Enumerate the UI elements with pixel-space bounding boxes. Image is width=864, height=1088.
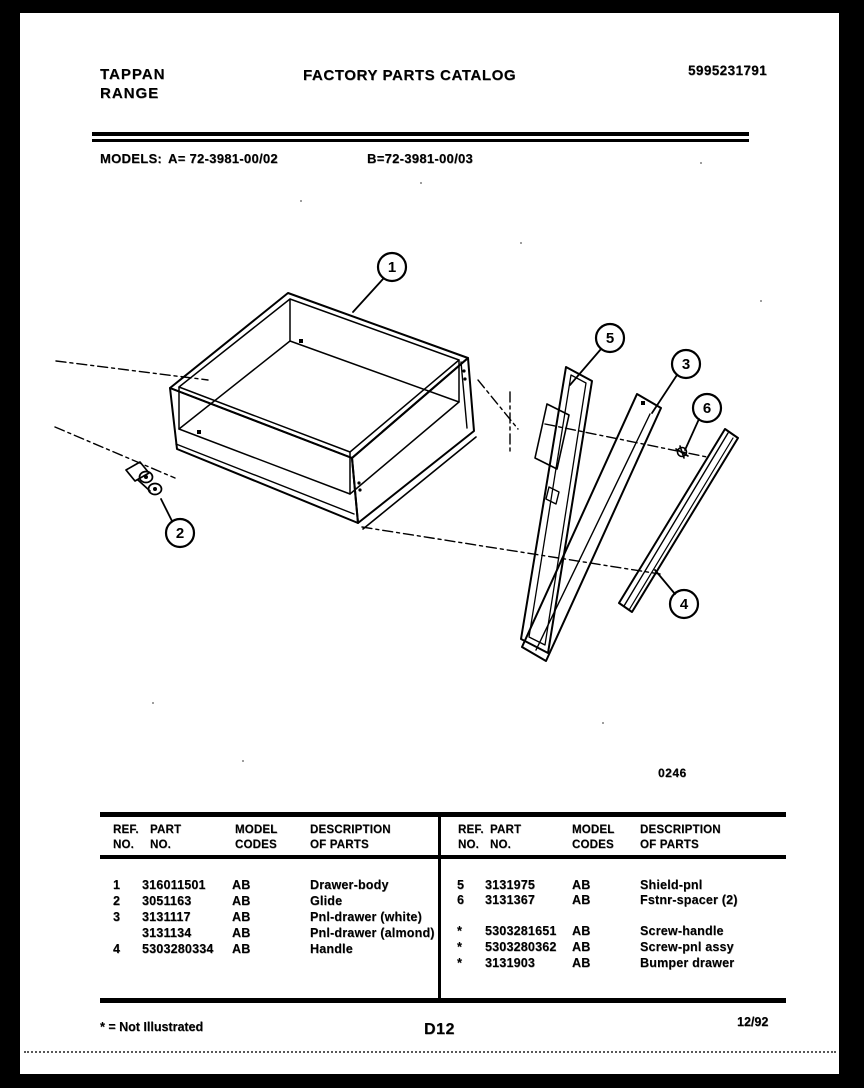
scan-noise — [602, 722, 604, 724]
ref-no: 4 — [113, 942, 121, 956]
scan-noise — [760, 300, 762, 302]
not-illustrated-note: * = Not Illustrated — [100, 1020, 204, 1034]
date-code: 12/92 — [737, 1015, 769, 1029]
figure-code: 0246 — [658, 766, 687, 780]
shield-panel-art — [521, 367, 592, 653]
brand-name: TAPPAN — [100, 66, 166, 83]
col-header-part: PART — [150, 824, 182, 836]
callout-4-label: 4 — [679, 596, 689, 613]
callout-2 — [166, 519, 194, 547]
part-no: 3131975 — [485, 878, 536, 892]
ref-no: 2 — [113, 894, 121, 908]
model-codes: AB — [572, 893, 591, 907]
model-codes: AB — [232, 942, 251, 956]
model-a: A= 72-3981-00/02 — [168, 151, 278, 166]
col-header-desc2: OF PARTS — [640, 839, 699, 851]
model-codes: AB — [232, 894, 251, 908]
description: Pnl-drawer (white) — [310, 910, 422, 924]
part-no: 3131367 — [485, 893, 536, 907]
ref-no: * — [457, 924, 463, 938]
description: Bumper drawer — [640, 956, 735, 970]
callout-5 — [596, 324, 624, 352]
description: Shield-pnl — [640, 878, 703, 892]
table-row — [100, 940, 786, 956]
part-no: 5303280334 — [142, 942, 214, 956]
scan-noise — [700, 162, 702, 164]
callout-4 — [670, 590, 698, 618]
callout-1 — [378, 253, 406, 281]
callout-3 — [672, 350, 700, 378]
col-header-part: PART — [490, 824, 522, 836]
col-header-ref2: NO. — [458, 839, 480, 851]
ref-no: * — [457, 956, 463, 970]
description: Screw-pnl assy — [640, 940, 734, 954]
scan-noise — [420, 182, 422, 184]
description: Handle — [310, 942, 353, 956]
models-label: MODELS: — [100, 151, 163, 166]
ref-no: * — [457, 940, 463, 954]
page-id: D12 — [424, 1021, 455, 1038]
part-no: 3131117 — [142, 910, 191, 924]
part-no: 3131134 — [142, 926, 192, 940]
callout-1-label: 1 — [387, 259, 397, 276]
description: Drawer-body — [310, 878, 389, 892]
brand-product-line: RANGE — [100, 85, 160, 102]
table-row — [100, 924, 786, 940]
part-no: 5303280362 — [485, 940, 557, 954]
table-header-divider — [100, 855, 786, 859]
model-codes: AB — [232, 910, 251, 924]
page-title: FACTORY PARTS CATALOG — [303, 67, 517, 84]
part-no: 3051163 — [142, 894, 192, 908]
scan-noise — [520, 242, 522, 244]
col-header-model: MODEL — [572, 824, 615, 836]
table-row — [100, 956, 786, 972]
col-header-ref2: NO. — [113, 839, 135, 851]
description: Fstnr-spacer (2) — [640, 893, 738, 907]
publication-number: 5995231791 — [688, 63, 768, 78]
scan-noise — [242, 760, 244, 762]
glide-art — [126, 462, 162, 495]
table-row — [100, 878, 786, 894]
scan-noise — [152, 702, 154, 704]
callout-3-label: 3 — [681, 356, 691, 373]
callout-2-label: 2 — [175, 525, 185, 542]
col-header-part2: NO. — [490, 839, 512, 851]
model-codes: AB — [572, 940, 591, 954]
table-border-top — [100, 812, 786, 817]
col-header-desc: DESCRIPTION — [310, 824, 391, 836]
scan-dotted-line — [24, 1051, 836, 1053]
col-header-ref: REF. — [113, 824, 139, 836]
description: Screw-handle — [640, 924, 724, 938]
col-header-part2: NO. — [150, 839, 172, 851]
parts-table — [100, 812, 786, 1004]
ref-no: 1 — [113, 878, 121, 892]
col-header-ref: REF. — [458, 824, 484, 836]
drawer-body-art — [170, 293, 476, 529]
callout-6 — [693, 394, 721, 422]
handle-art — [619, 429, 738, 612]
model-codes: AB — [572, 956, 591, 970]
ref-no: 5 — [457, 878, 465, 892]
col-header-model: MODEL — [235, 824, 278, 836]
table-row — [100, 893, 786, 909]
part-no: 3131903 — [485, 956, 536, 970]
model-b: B=72-3981-00/03 — [367, 151, 474, 166]
ref-no: 3 — [113, 910, 121, 924]
scan-noise — [300, 200, 302, 202]
ref-no: 6 — [457, 893, 465, 907]
col-header-desc2: OF PARTS — [310, 839, 369, 851]
callout-5-label: 5 — [605, 330, 615, 347]
col-header-model2: CODES — [235, 839, 277, 851]
model-codes: AB — [232, 926, 251, 940]
callout-6-label: 6 — [702, 400, 712, 417]
description: Pnl-drawer (almond) — [310, 926, 435, 940]
model-codes: AB — [572, 924, 591, 938]
description: Glide — [310, 894, 343, 908]
col-header-desc: DESCRIPTION — [640, 824, 721, 836]
table-border-bottom — [100, 998, 786, 1003]
col-header-model2: CODES — [572, 839, 614, 851]
part-no: 5303281651 — [485, 924, 557, 938]
model-codes: AB — [232, 878, 251, 892]
model-codes: AB — [572, 878, 591, 892]
part-no: 316011501 — [142, 878, 206, 892]
